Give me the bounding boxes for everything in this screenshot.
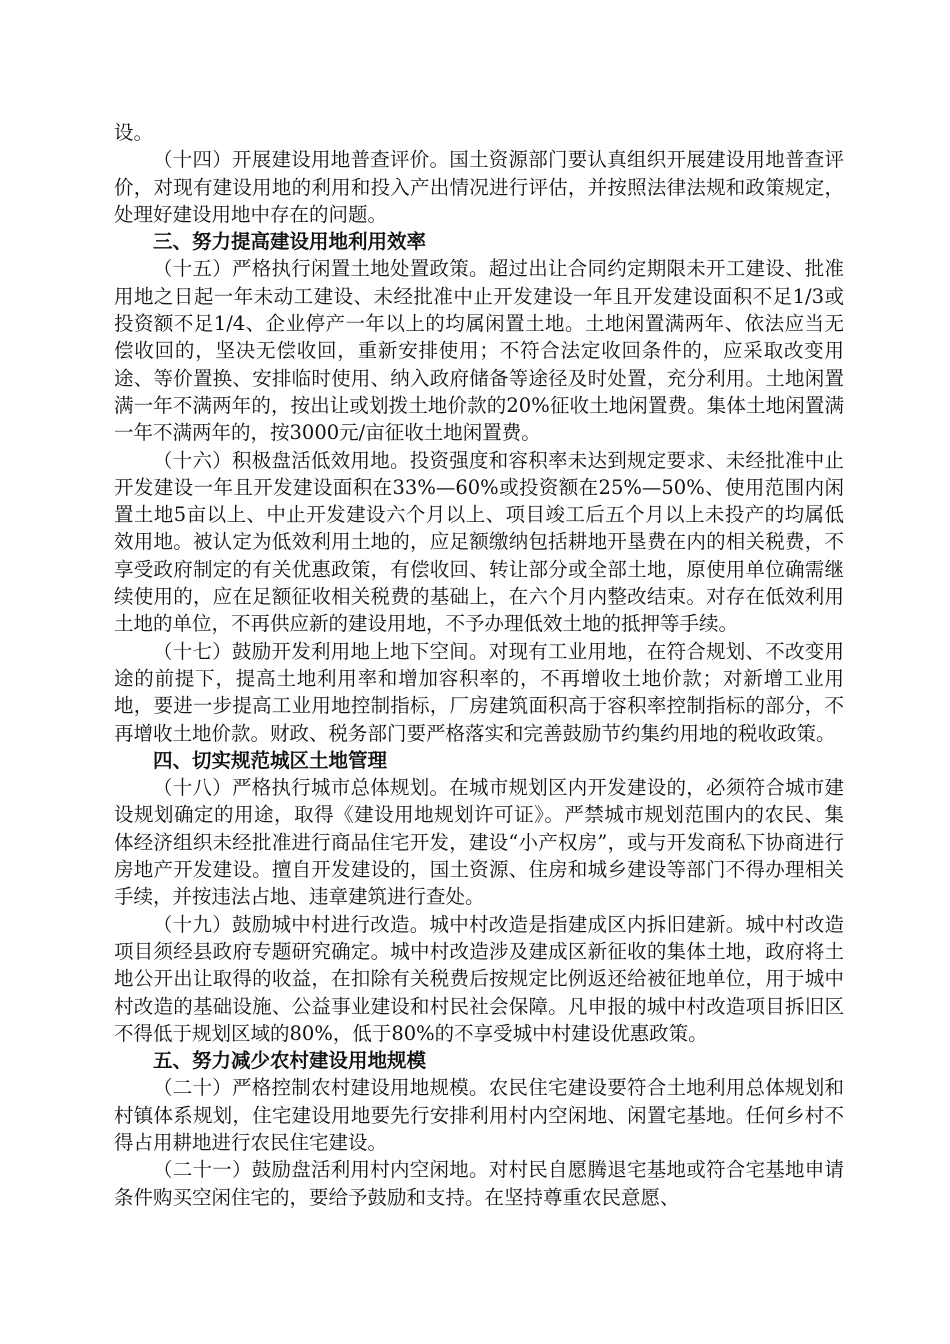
paragraph-15: （十五）严格执行闲置土地处置政策。超过出让合同约定期限未开工建设、批准用地之日起一年未动工建设、未经批准中止开发建设一年且开发建设面积不足1/3或投资额不足1/4、企业停产一年以上的均属闲置土地。土地闲置满两年、依法应当无偿收回的，坚决无偿收回，重新安排使用；不符合法定收回条件的，应采取改变用途、等价置换、安排临时使用、纳入政府储备等途径及时处置，充分利用。土地闲置满一年不满两年的，按出让或划拨土地价款的20%征收土地闲置费。集体土地闲置满一年不满两年的，按3000元/亩征收土地闲置费。: [114, 257, 844, 445]
paragraph-17: （十七）鼓励开发利用地上地下空间。对现有工业用地，在符合规划、不改变用途的前提下，提高土地利用率和增加容积率的，不再增收土地价款；对新增工业用地，要进一步提高工业用地控制指标，厂房建筑面积高于容积率控制指标的部分，不再增收土地价款。财政、税务部门要严格落实和完善鼓励节约集约用地的税收政策。: [114, 639, 844, 745]
paragraph-21: （二十一）鼓励盘活利用村内空闲地。对村民自愿腾退宅基地或符合宅基地申请条件购买空闲住宅的，要给予鼓励和支持。在坚持尊重农民意愿、: [114, 1158, 844, 1209]
section-heading-4: 四、切实规范城区土地管理: [153, 748, 388, 772]
document-page: [114, 119, 844, 1211]
paragraph-20: （二十）严格控制农村建设用地规模。农民住宅建设要符合土地利用总体规划和村镇体系规划，住宅建设用地要先行安排利用村内空闲地、闲置宅基地。任何乡村不得占用耕地进行农民住宅建设。: [114, 1076, 844, 1154]
paragraph-18: （十八）严格执行城市总体规划。在城市规划区内开发建设的，必须符合城市建设规划确定的用途，取得《建设用地规划许可证》。严禁城市规划范围内的农民、集体经济组织未经批准进行商品住宅开发，建设“小产权房”，或与开发商私下协商进行房地产开发建设。擅自开发建设的，国土资源、住房和城乡建设等部门不得办理相关手续，并按违法占地、违章建筑进行查处。: [114, 776, 844, 909]
paragraph-14: （十四）开展建设用地普查评价。国土资源部门要认真组织开展建设用地普查评价，对现有建设用地的利用和投入产出情况进行评估，并按照法律法规和政策规定，处理好建设用地中存在的问题。: [114, 148, 844, 226]
section-heading-5: 五、努力减少农村建设用地规模: [153, 1049, 427, 1073]
paragraph-16: （十六）积极盘活低效用地。投资强度和容积率未达到规定要求、未经批准中止开发建设一年且开发建设面积在33%—60%或投资额在25%—50%、使用范围内闲置土地5亩以上、中止开发建设六个月以上、项目竣工后五个月以上未投产的均属低效用地。被认定为低效利用土地的，应足额缴纳包括耕地开垦费在内的相关税费，不享受政府制定的有关优惠政策，有偿收回、转让部分或全部土地，原使用单位确需继续使用的，应在足额征收相关税费的基础上，在六个月内整改结束。对存在低效利用土地的单位，不再供应新的建设用地，不予办理低效土地的抵押等手续。: [114, 448, 844, 636]
section-heading-3: 三、努力提高建设用地利用效率: [153, 230, 427, 254]
paragraph-19: （十九）鼓励城中村进行改造。城中村改造是指建成区内拆旧建新。城中村改造项目须经县政府专题研究确定。城中村改造涉及建成区新征收的集体土地，政府将土地公开出让取得的收益，在扣除有关税费后按规定比例返还给被征地单位，用于城中村改造的基础设施、公益事业建设和村民社会保障。凡申报的城中村改造项目拆旧区不得低于规划区域的80%，低于80%的不享受城中村建设优惠政策。: [114, 912, 844, 1045]
paragraph-continuation: 设。: [114, 121, 154, 144]
